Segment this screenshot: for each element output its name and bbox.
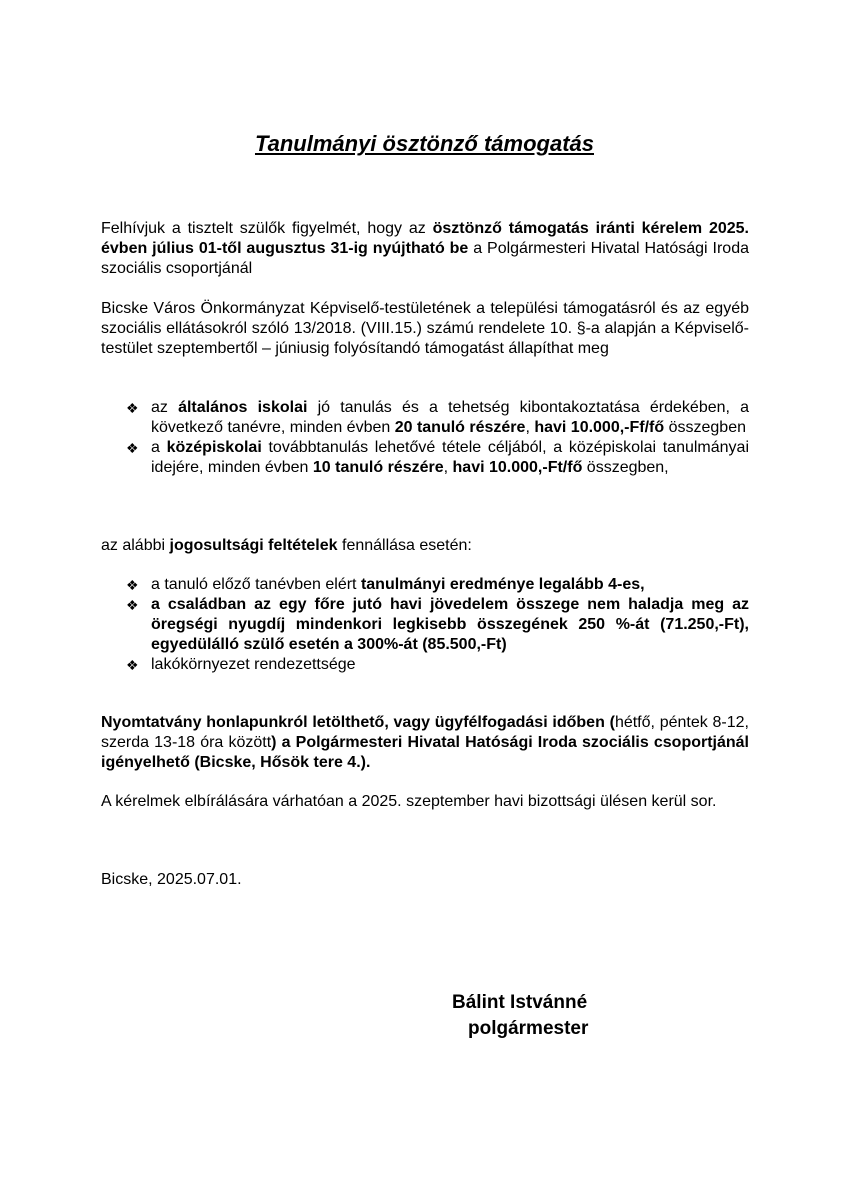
item-bold: tanulmányi eredménye legalább 4-es, bbox=[360, 576, 645, 593]
list-item bbox=[101, 655, 749, 675]
list-item bbox=[101, 575, 749, 595]
intro-text: Felhívjuk a tisztelt szülők figyelmét, hogy az bbox=[101, 220, 433, 237]
decision-paragraph: A kérelmek elbírálására várhatóan a 2025. szeptember havi bizottsági ülésen kerül sor. bbox=[101, 793, 717, 810]
item-bold: ) a Polgármesteri Hivatal Hatósági Iroda szociális csoportjánál igényelhető (Bicske, Hősök tere 4.). bbox=[101, 734, 750, 771]
intro-deadline: ösztönző támogatás iránti kérelem 2025. évben július 01-től augusztus 31-ig nyújtható be bbox=[101, 220, 750, 257]
support-types-list bbox=[101, 398, 749, 478]
item-text: jó tanulás és a tehetség kibontakoztatása érdekében, a következő tanévre, minden évben bbox=[151, 399, 750, 436]
diamond-bullet-icon: ❖ bbox=[126, 400, 139, 416]
list-item bbox=[101, 595, 749, 655]
legal-basis-paragraph: Bicske Város Önkormányzat Képviselő-testületének a települési támogatásról és az egyéb szociális ellátásokról szóló 13/2018. (VIII.15.) számú rendelete 10. §-a alapján a Képviselő-testület szeptembertől – júniusig folyósítandó támogatást állapíthat meg bbox=[101, 300, 749, 357]
diamond-bullet-icon: ❖ bbox=[126, 577, 139, 593]
item-bold: középiskolai bbox=[166, 439, 262, 456]
item-text: összegben bbox=[664, 419, 746, 436]
item-bold: havi 10.000,-Ff/fő bbox=[534, 419, 665, 436]
application-info-paragraph bbox=[101, 713, 749, 773]
item-text: , bbox=[443, 459, 453, 476]
diamond-bullet-icon: ❖ bbox=[126, 657, 139, 673]
item-text: összegben, bbox=[582, 459, 669, 476]
diamond-bullet-icon: ❖ bbox=[126, 440, 139, 456]
intro-paragraph bbox=[101, 219, 749, 279]
item-bold: 20 tanuló részére bbox=[394, 419, 526, 436]
item-bold: 10 tanuló részére bbox=[312, 459, 444, 476]
office-hours: hétfő, péntek 8-12, szerda 13-18 óra között bbox=[101, 714, 749, 751]
item-text: fennállása esetén: bbox=[337, 537, 472, 554]
item-bold: Nyomtatvány honlapunkról letölthető, vagy ügyfélfogadási időben ( bbox=[101, 714, 615, 731]
page-title: Tanulmányi ösztönző támogatás bbox=[254, 131, 594, 156]
signatory-role: polgármester bbox=[468, 1018, 589, 1039]
list-item bbox=[101, 398, 749, 438]
diamond-bullet-icon: ❖ bbox=[126, 597, 139, 613]
signatory-name: Bálint Istvánné bbox=[452, 992, 588, 1013]
eligibility-list bbox=[101, 575, 749, 675]
item-text: a tanuló előző tanévben elért bbox=[151, 576, 361, 593]
document-date: Bicske, 2025.07.01. bbox=[101, 871, 242, 888]
eligibility-heading: jogosultsági feltételek bbox=[169, 537, 338, 554]
list-item bbox=[101, 438, 749, 478]
eligibility-intro bbox=[101, 536, 749, 556]
item-bold: a családban az egy főre jutó havi jövedelem összege nem haladja meg az öregségi nyugdíj mindenkori legkisebb összegének 250 %-át (71.250,-Ft), egyedülálló szülő esetén a 300%-át (85.500,-Ft) bbox=[151, 596, 749, 653]
item-text: az bbox=[151, 399, 179, 416]
intro-office: a Polgármesteri Hivatal Hatósági Iroda szociális csoportjánál bbox=[101, 240, 749, 277]
item-text: , bbox=[525, 419, 535, 436]
item-text: lakókörnyezet rendezettsége bbox=[151, 656, 356, 673]
item-text: a bbox=[151, 439, 167, 456]
item-text: továbbtanulás lehetővé tétele céljából, a középiskolai tanulmányai idejére, minden évben bbox=[151, 439, 749, 476]
item-text: az alábbi bbox=[101, 537, 170, 554]
item-bold: általános iskolai bbox=[178, 399, 308, 416]
item-bold: havi 10.000,-Ft/fő bbox=[452, 459, 583, 476]
